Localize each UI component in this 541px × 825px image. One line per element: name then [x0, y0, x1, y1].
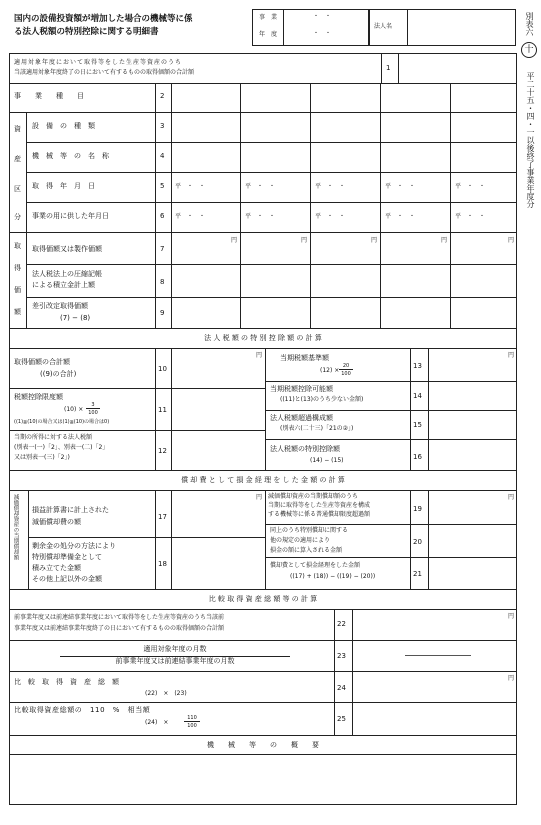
- row-5-date-2[interactable]: 平 ・ ・: [245, 183, 276, 190]
- row-19-label-2: 当期に取得等をした生産等資産を構成: [268, 502, 371, 509]
- row-12-number: 12: [158, 447, 167, 455]
- price-section-char-3: 価: [14, 286, 21, 294]
- row-1-label-2: 当該適用対象年度終了の日において有するものの取得価額の合計額: [14, 69, 195, 76]
- section-2-side-label: 減価償却資産の当期償却額: [12, 494, 19, 560]
- row-5-number: 5: [160, 182, 165, 190]
- row-23-label-1: 適用対象年度の月数: [143, 645, 207, 653]
- row-20-label-2: 他の規定の適用により: [270, 537, 331, 544]
- row-21-label-1: 償却費として損金経理をした金額: [270, 562, 361, 569]
- row-24-yen: 円: [508, 675, 515, 682]
- row-19-yen: 円: [508, 494, 515, 501]
- row-11-label-1: 税額控除限度額: [14, 393, 63, 401]
- row-17-yen: 円: [256, 494, 263, 501]
- row-20-label-3: 損金の額に算入される金額: [270, 547, 343, 554]
- row-7-yen-5: 円: [508, 237, 515, 244]
- row-3-label: 設 備 の 種 類: [32, 122, 95, 130]
- form-number-circled: 十: [521, 42, 537, 58]
- row-13-fraction-num: 20: [339, 363, 353, 370]
- row-17-label-1: 損益計算書に計上された: [32, 506, 109, 514]
- corporation-name-label: 法人名: [374, 23, 393, 30]
- section-1-heading: 法 人 税 額 の 特 別 控 除 額 の 計 算: [204, 334, 322, 342]
- row-4-label: 機 械 等 の 名 称: [32, 152, 109, 160]
- section-2-heading: 償 却 費 と し て 損 金 経 理 を し た 金 額 の 計 算: [181, 476, 345, 484]
- asset-section-char-4: 分: [14, 213, 21, 221]
- row-4-number: 4: [160, 152, 165, 160]
- row-10-label-1: 取得価額の合計額: [14, 358, 70, 366]
- row-13-fraction-den: 100: [341, 371, 351, 377]
- row-12-label-2: (別表一(一)「2」、別表一(二)「2」: [14, 444, 109, 451]
- row-7-label: 取得価額又は製作価額: [32, 245, 102, 253]
- row-12-label-1: 当期の所得に対する法人税額: [14, 434, 93, 441]
- row-25-number: 25: [337, 715, 346, 723]
- row-24-number: 24: [337, 684, 346, 692]
- row-16-label-2: (14) − (15): [310, 457, 344, 464]
- row-6-date-5[interactable]: 平 ・ ・: [455, 213, 486, 220]
- row-24-label-1: 比 較 取 得 資 産 総 額: [14, 678, 119, 686]
- row-25-label-1: 比較取得資産総額の 110 % 相当額: [14, 706, 151, 714]
- row-11-fraction-num: 3: [86, 402, 100, 409]
- row-11-label-3: ((1)≦(10)の場合又は(1)≦(10)の場合は0): [14, 419, 110, 425]
- row-20-number: 20: [413, 538, 422, 546]
- row-6-date-2[interactable]: 平 ・ ・: [245, 213, 276, 220]
- row-7-yen-3: 円: [371, 237, 378, 244]
- row-12-label-3: 又は別表一(三)「2」): [14, 454, 70, 461]
- row-18-label-3: 積み立てた金額: [32, 564, 81, 572]
- row-6-date-1[interactable]: 平 ・ ・: [175, 213, 206, 220]
- row-13-yen: 円: [508, 352, 515, 359]
- row-14-label-1: 当期税額控除可能額: [270, 385, 333, 393]
- row-11-label-2: (10) ×: [64, 406, 84, 413]
- row-18-label-2: 特別償却準備金として: [32, 553, 102, 561]
- row-16-number: 16: [413, 453, 422, 461]
- row-18-label-1: 剰余金の処分の方法により: [32, 542, 116, 550]
- row-5-label: 取 得 年 月 日: [32, 182, 95, 190]
- row-13-label-1: 当期税額基準額: [280, 354, 329, 362]
- row-18-number: 18: [158, 560, 167, 568]
- row-25-label-2: (24) ×: [145, 719, 169, 726]
- row-11-fraction-den: 100: [88, 410, 98, 416]
- row-15-label-1: 法人税額超過構成額: [270, 414, 333, 422]
- row-7-yen-2: 円: [301, 237, 308, 244]
- row-9-number: 9: [160, 309, 165, 317]
- row-8-label-2: による積立金計上額: [32, 281, 95, 289]
- row-5-date-3[interactable]: 平 ・ ・: [315, 183, 346, 190]
- row-5-date-5[interactable]: 平 ・ ・: [455, 183, 486, 190]
- row-10-number: 10: [158, 365, 167, 373]
- row-22-number: 22: [337, 620, 346, 628]
- row-2-number: 2: [160, 92, 165, 100]
- row-11-number: 11: [158, 406, 167, 414]
- row-6-number: 6: [160, 212, 165, 220]
- row-6-label: 事業の用に供した年月日: [32, 212, 109, 220]
- row-15-label-2: (別表六(二十三)「21の②」): [280, 425, 354, 432]
- row-22-yen: 円: [508, 613, 515, 620]
- applicability-note: 平二十五・四・一以後終了事業年度分: [526, 72, 535, 208]
- asset-section-char-3: 区: [14, 185, 21, 193]
- row-23-label-2: 前事業年度又は前連結事業年度の月数: [115, 657, 235, 665]
- fiscal-year-end-date[interactable]: ・ ・: [313, 30, 332, 37]
- row-21-number: 21: [413, 570, 422, 578]
- form-title-line2: る法人税額の特別控除に関する明細書: [14, 27, 159, 37]
- row-13-label-2: (12) ×: [320, 367, 340, 374]
- row-7-yen-1: 円: [231, 237, 238, 244]
- row-19-number: 19: [413, 505, 422, 513]
- price-section-char-2: 得: [14, 264, 21, 272]
- row-2-label: 事 業 種 目: [14, 92, 84, 100]
- asset-section-char-2: 産: [14, 155, 21, 163]
- row-25-fraction-den: 100: [187, 723, 197, 729]
- row-19-label-3: する機械等に係る普通償却限度超過額: [268, 511, 371, 518]
- row-1-label-1: 適用対象年度において取得等をした生産等資産のうち: [14, 59, 183, 66]
- fiscal-year-label-2: 年 度: [259, 31, 278, 38]
- price-section-char-1: 取: [14, 242, 21, 250]
- row-13-number: 13: [413, 362, 422, 370]
- row-3-number: 3: [160, 122, 165, 130]
- row-1-number: 1: [386, 64, 391, 72]
- form-title-line1: 国内の設備投資額が増加した場合の機械等に係: [14, 14, 193, 24]
- row-19-label-1: 減価償却資産の当期償却額のうち: [268, 493, 359, 500]
- row-17-label-2: 減価償却費の額: [32, 518, 81, 526]
- row-20-label-1: 同上のうち特別償却に関する: [270, 527, 349, 534]
- fiscal-year-start-date[interactable]: ・ ・: [313, 13, 332, 20]
- row-5-date-1[interactable]: 平 ・ ・: [175, 183, 206, 190]
- form-number: 別表六: [525, 12, 534, 36]
- row-8-number: 8: [160, 278, 165, 286]
- row-5-date-4[interactable]: 平 ・ ・: [385, 183, 416, 190]
- row-16-label-1: 法人税額の特別控除額: [270, 445, 340, 453]
- row-10-label-2: ((9)の合計): [40, 370, 77, 378]
- row-15-number: 15: [413, 421, 422, 429]
- section-3-heading: 比 較 取 得 資 産 総 額 等 の 計 算: [208, 595, 318, 603]
- row-24-label-2: (22) × (23): [145, 690, 187, 697]
- row-22-label-2: 事業年度又は前連結事業年度終了の日において有するものの取得価額の合計額: [14, 625, 225, 632]
- form-frame: [9, 53, 517, 805]
- row-25-fraction-num: 110: [184, 715, 200, 722]
- price-section-char-4: 額: [14, 308, 21, 316]
- row-10-yen: 円: [256, 352, 263, 359]
- asset-section-char-1: 資: [14, 125, 21, 133]
- fiscal-year-label-1: 事 業: [259, 14, 278, 21]
- row-6-date-4[interactable]: 平 ・ ・: [385, 213, 416, 220]
- row-6-date-3[interactable]: 平 ・ ・: [315, 213, 346, 220]
- section-4-heading: 機 械 等 の 概 要: [207, 741, 319, 749]
- machinery-overview-field[interactable]: [10, 755, 516, 804]
- row-14-number: 14: [413, 392, 422, 400]
- row-8-label-1: 法人税法上の圧縮記帳: [32, 270, 102, 278]
- row-1-amount-field[interactable]: [399, 54, 516, 82]
- row-22-label-1: 前事業年度又は前連結事業年度において取得等をした生産等資産のうち当該前: [14, 614, 225, 621]
- row-17-number: 17: [158, 513, 167, 521]
- row-9-label-1: 差引改定取得価額: [32, 302, 88, 310]
- row-9-label-2: (7) − (8): [60, 314, 91, 322]
- row-23-number: 23: [337, 652, 346, 660]
- row-14-label-2: ((11)と(13)のうち少ない金額): [280, 396, 364, 403]
- row-18-label-4: その他上記以外の金額: [32, 575, 102, 583]
- row-7-number: 7: [160, 245, 165, 253]
- row-21-label-2: ((17) + (18)) − ((19) − (20)): [290, 573, 376, 580]
- row-7-yen-4: 円: [441, 237, 448, 244]
